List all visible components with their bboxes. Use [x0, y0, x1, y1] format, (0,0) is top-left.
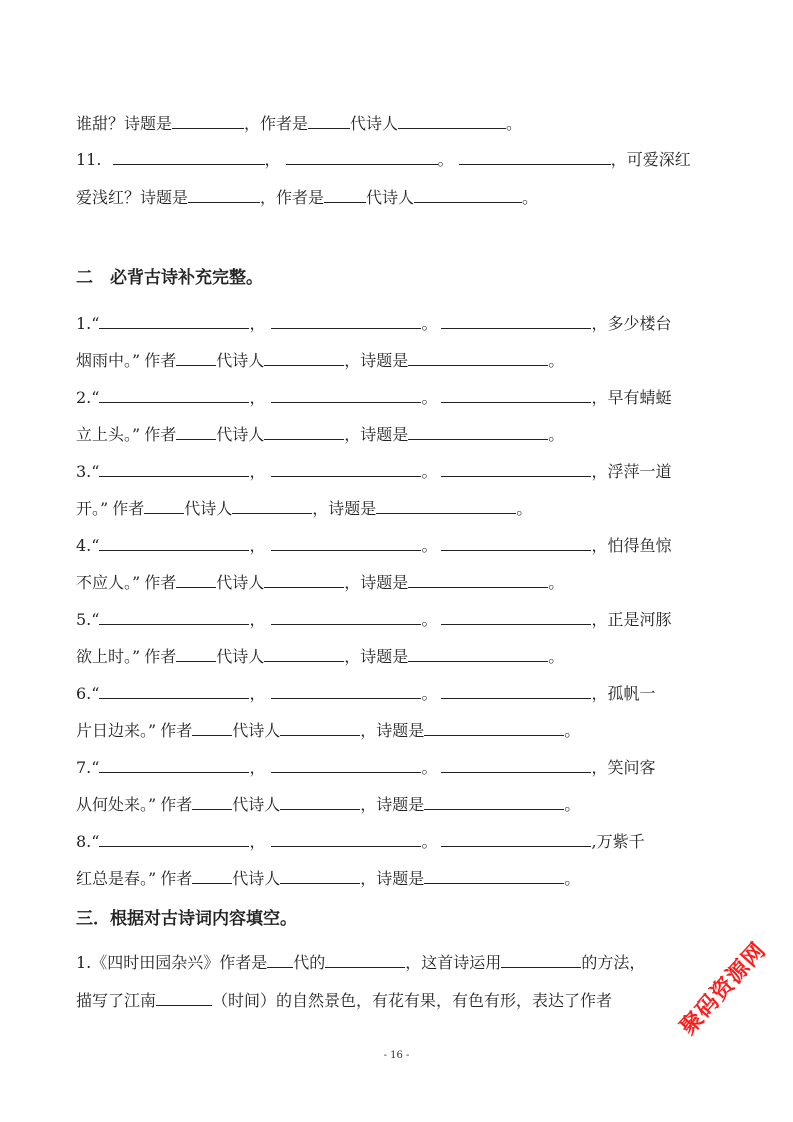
poet-blank[interactable] — [264, 349, 344, 366]
text: 作者 — [160, 721, 193, 740]
verse-blank-2[interactable] — [271, 534, 421, 551]
verse-blank-1[interactable] — [99, 460, 249, 477]
verse-blank-3[interactable] — [441, 386, 591, 403]
verse-blank-2[interactable] — [271, 756, 421, 773]
text: ，诗题是 — [360, 795, 425, 814]
question-number: 2. — [76, 388, 92, 407]
poem-title-blank[interactable] — [188, 186, 260, 203]
poet-blank[interactable] — [280, 793, 360, 810]
text: ，浮萍一道 — [591, 462, 672, 481]
poem-item-4-line-2 — [76, 571, 564, 591]
text: ， — [249, 832, 266, 851]
text: 。 — [516, 499, 533, 518]
verse-blank-2[interactable] — [271, 312, 421, 329]
text: 。 — [506, 114, 523, 133]
poem-item-3-line-2 — [76, 497, 532, 517]
verse-blank-2[interactable] — [286, 148, 438, 165]
poem-title-blank[interactable] — [408, 349, 548, 366]
text: 作者 — [112, 499, 145, 518]
text: 作者 — [144, 425, 177, 444]
text: 不应人。” — [76, 573, 141, 592]
poem-item-3-line-1 — [76, 460, 672, 480]
section-3-heading: 三．根据对古诗词内容填空。 — [76, 909, 297, 929]
text: 。 — [548, 647, 565, 666]
text: 。 — [421, 462, 438, 481]
text: 。 — [421, 536, 438, 555]
text: 。 — [564, 795, 581, 814]
text: 。 — [421, 314, 438, 333]
poem-title-blank[interactable] — [376, 497, 516, 514]
verse-blank-3[interactable] — [441, 608, 591, 625]
text: ， — [249, 536, 266, 555]
text: 。 — [548, 351, 565, 370]
text: ，作者是 — [260, 188, 325, 207]
text: ，诗题是 — [360, 721, 425, 740]
text: ,万紫千 — [591, 832, 645, 851]
text: 代的 — [293, 953, 326, 972]
text: 代诗人 — [184, 499, 233, 518]
text: 代诗人 — [232, 721, 281, 740]
verse-blank-3[interactable] — [441, 682, 591, 699]
author-blank[interactable] — [414, 186, 522, 203]
text: 代诗人 — [216, 351, 265, 370]
text: ， — [249, 314, 266, 333]
section-2-heading: 二 必背古诗补充完整。 — [76, 268, 263, 288]
question-number: 3. — [76, 462, 92, 481]
text: ，可爱深红 — [610, 150, 691, 169]
text: 。 — [421, 832, 438, 851]
text: ，怕得鱼惊 — [591, 536, 672, 555]
poem-item-1-line-2 — [76, 349, 564, 369]
verse-blank-2[interactable] — [271, 830, 421, 847]
text: 爱浅红？诗题是 — [76, 188, 189, 207]
open-quote: “ — [91, 388, 100, 407]
dynasty-blank[interactable] — [144, 497, 184, 514]
poem-title-blank[interactable] — [424, 719, 564, 736]
open-quote: “ — [91, 536, 100, 555]
text: ，作者是 — [244, 114, 309, 133]
dynasty-blank[interactable] — [192, 867, 232, 884]
poem-title-blank[interactable] — [424, 867, 564, 884]
verse-blank-2[interactable] — [271, 608, 421, 625]
verse-blank-3[interactable] — [441, 534, 591, 551]
question-number: 6. — [76, 684, 92, 703]
poem-title-blank[interactable] — [424, 793, 564, 810]
dynasty-blank[interactable] — [192, 719, 232, 736]
text: ，诗题是 — [344, 425, 409, 444]
text: 烟雨中。” — [76, 351, 141, 370]
author-blank[interactable] — [398, 112, 506, 129]
verse-blank-1[interactable] — [99, 386, 249, 403]
poem-item-2-line-1 — [76, 386, 672, 406]
poem-item-4-line-1 — [76, 534, 672, 554]
text: ，正是河豚 — [591, 610, 672, 629]
dynasty-blank[interactable] — [308, 112, 350, 129]
question-number: 8. — [76, 832, 92, 851]
verse-blank-3[interactable] — [441, 830, 591, 847]
text: ，诗题是 — [344, 351, 409, 370]
dynasty-blank[interactable] — [324, 186, 366, 203]
verse-blank-1[interactable] — [99, 312, 249, 329]
text: 谁甜？诗题是 — [76, 114, 173, 133]
text: 作者 — [144, 647, 177, 666]
text: 从何处来。” — [76, 795, 157, 814]
open-quote: “ — [91, 832, 100, 851]
text: 。 — [548, 425, 565, 444]
text: 代诗人 — [216, 425, 265, 444]
text: ，孤帆一 — [591, 684, 656, 703]
question-number: 5. — [76, 610, 92, 629]
text: ，多少楼台 — [591, 314, 672, 333]
text: 代诗人 — [366, 188, 415, 207]
q11-continuation-line — [76, 186, 538, 206]
text: 代诗人 — [216, 647, 265, 666]
poem-title-blank[interactable] — [172, 112, 244, 129]
text: 。 — [564, 721, 581, 740]
verse-blank-1[interactable] — [99, 534, 249, 551]
verse-blank-2[interactable] — [271, 682, 421, 699]
text: ，诗题是 — [344, 647, 409, 666]
dynasty-blank[interactable] — [176, 645, 216, 662]
verse-blank-1[interactable] — [113, 148, 265, 165]
poet-blank[interactable] — [264, 645, 344, 662]
text: 作者 — [144, 573, 177, 592]
text: ， — [249, 758, 266, 777]
poem-item-6-line-2 — [76, 719, 580, 739]
text: ， — [249, 610, 266, 629]
verse-blank-2[interactable] — [271, 386, 421, 403]
author-blank[interactable] — [325, 951, 405, 968]
poem-item-8-line-2 — [76, 867, 580, 887]
verse-blank-1[interactable] — [99, 756, 249, 773]
open-quote: “ — [91, 314, 100, 333]
open-quote: “ — [91, 610, 100, 629]
question-number: 7. — [76, 758, 92, 777]
season-blank[interactable] — [156, 989, 212, 1006]
text: （时间）的自然景色，有花有果，有色有形，表达了作者 — [212, 991, 613, 1010]
text: 。 — [548, 573, 565, 592]
text: 代诗人 — [232, 795, 281, 814]
verse-blank-3[interactable] — [459, 148, 611, 165]
text: 。 — [421, 610, 438, 629]
section-3-q1-line-2 — [76, 989, 612, 1009]
text: 开。” — [76, 499, 109, 518]
poet-blank[interactable] — [264, 423, 344, 440]
text: ，早有蜻蜓 — [591, 388, 672, 407]
text: ，这首诗运用 — [405, 953, 502, 972]
poem-item-5-line-2 — [76, 645, 564, 665]
open-quote: “ — [91, 462, 100, 481]
text: 作者 — [160, 869, 193, 888]
poet-blank[interactable] — [280, 719, 360, 736]
question-number: 1. — [76, 314, 92, 333]
text: ，诗题是 — [344, 573, 409, 592]
text: ， — [249, 462, 266, 481]
text: ， — [264, 150, 281, 169]
verse-blank-1[interactable] — [99, 682, 249, 699]
text: 。 — [421, 684, 438, 703]
text: ，笑问客 — [591, 758, 656, 777]
open-quote: “ — [91, 758, 100, 777]
dynasty-blank[interactable] — [176, 423, 216, 440]
poem-title-blank[interactable] — [408, 645, 548, 662]
poem-title-blank[interactable] — [408, 571, 548, 588]
poem-item-1-line-1 — [76, 312, 672, 332]
question-number: 11. — [76, 150, 102, 169]
text: 代诗人 — [216, 573, 265, 592]
poet-blank[interactable] — [280, 867, 360, 884]
text: 。 — [421, 758, 438, 777]
watermark-stamp: 聚码资源网 — [675, 937, 772, 1041]
section-3-q1-line-1 — [76, 951, 645, 971]
text: 代诗人 — [232, 869, 281, 888]
page-number: - 16 - — [383, 1050, 410, 1061]
q11-line — [76, 148, 691, 168]
poem-item-7-line-2 — [76, 793, 580, 813]
poet-blank[interactable] — [264, 571, 344, 588]
text: 。 — [522, 188, 539, 207]
poem-item-5-line-1 — [76, 608, 672, 628]
dynasty-blank[interactable] — [176, 349, 216, 366]
text: 片日边来。” — [76, 721, 157, 740]
dynasty-blank[interactable] — [192, 793, 232, 810]
text: ，诗题是 — [360, 869, 425, 888]
text: ，诗题是 — [312, 499, 377, 518]
text: 。 — [564, 869, 581, 888]
text: 立上头。” — [76, 425, 141, 444]
open-quote: “ — [91, 684, 100, 703]
poem-item-6-line-1 — [76, 682, 656, 702]
verse-blank-3[interactable] — [441, 460, 591, 477]
method-blank[interactable] — [501, 951, 581, 968]
text: 1.《四时田园杂兴》作者是 — [76, 953, 268, 972]
text: 作者 — [160, 795, 193, 814]
text: 红总是春。” — [76, 869, 157, 888]
text: 描写了江南 — [76, 991, 157, 1010]
poet-blank[interactable] — [232, 497, 312, 514]
text: 。 — [437, 150, 454, 169]
q10-continuation-line — [76, 112, 522, 132]
poem-title-blank[interactable] — [408, 423, 548, 440]
poem-item-2-line-2 — [76, 423, 564, 443]
question-number: 4. — [76, 536, 92, 555]
verse-blank-2[interactable] — [271, 460, 421, 477]
text: 的方法， — [581, 953, 646, 972]
verse-blank-1[interactable] — [99, 830, 249, 847]
verse-blank-1[interactable] — [99, 608, 249, 625]
text: 作者 — [144, 351, 177, 370]
poem-item-7-line-1 — [76, 756, 656, 776]
text: 欲上时。” — [76, 647, 141, 666]
text: 。 — [421, 388, 438, 407]
text: ， — [249, 388, 266, 407]
dynasty-blank[interactable] — [176, 571, 216, 588]
text: ， — [249, 684, 266, 703]
text: 代诗人 — [350, 114, 399, 133]
poem-item-8-line-1 — [76, 830, 645, 850]
verse-blank-3[interactable] — [441, 312, 591, 329]
verse-blank-3[interactable] — [441, 756, 591, 773]
dynasty-blank[interactable] — [267, 951, 293, 968]
